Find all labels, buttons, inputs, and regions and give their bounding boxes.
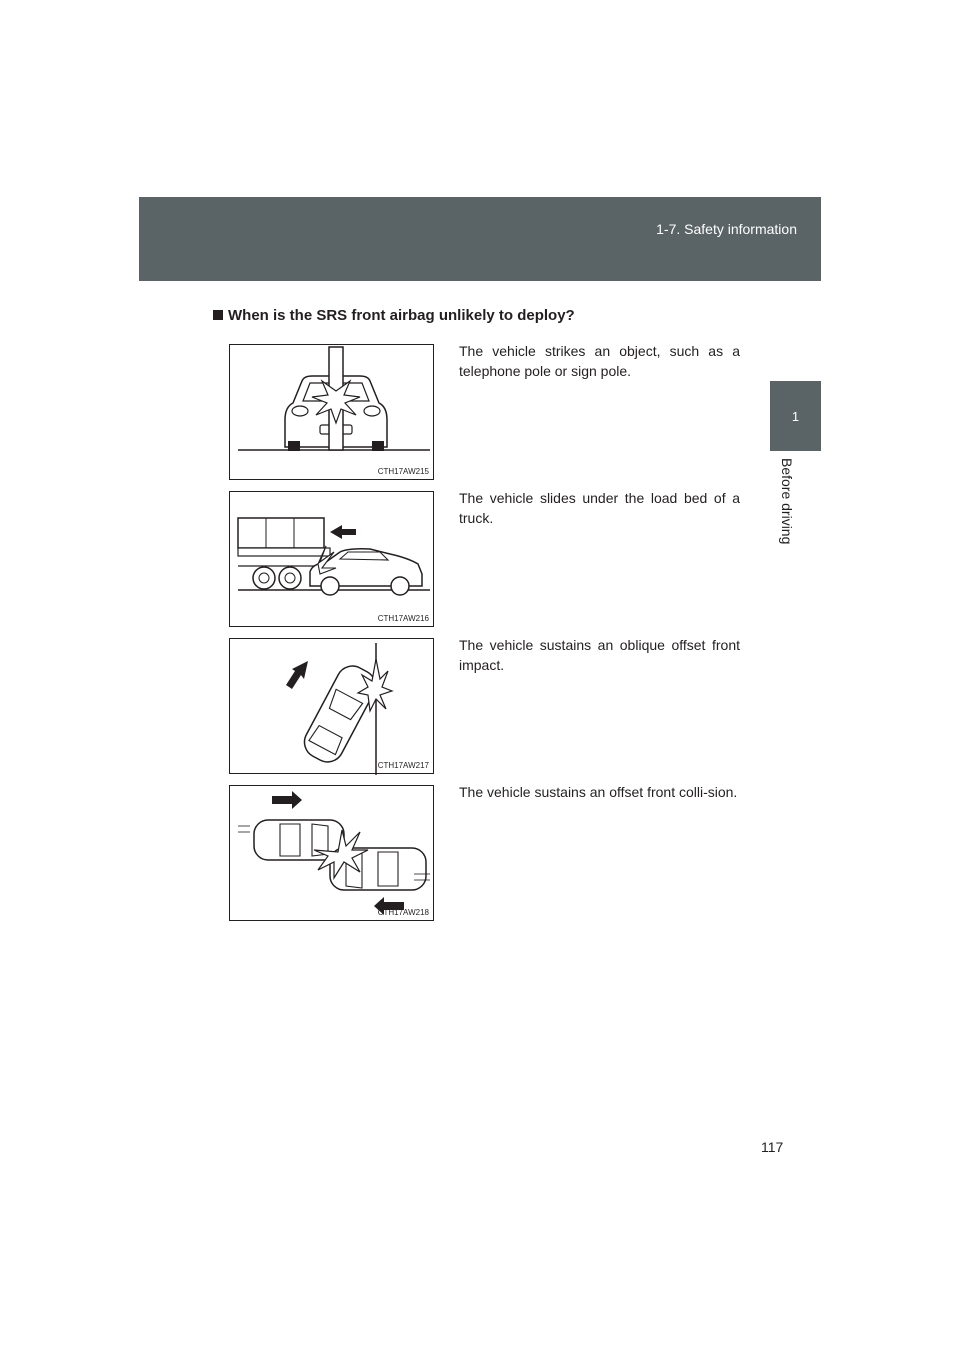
- truck-underride-illustration: [230, 492, 435, 628]
- figure-caption: The vehicle strikes an object, such as a telephone pole or sign pole.: [459, 343, 740, 379]
- figure-caption: The vehicle sustains an oblique offset front impact.: [459, 637, 740, 673]
- chapter-number: 1: [791, 409, 800, 424]
- chapter-label: Before driving: [779, 458, 795, 545]
- figure-code: CTH17AW216: [377, 614, 429, 623]
- pole-impact-illustration: [230, 345, 435, 481]
- figure-offset-collision: [229, 785, 434, 921]
- page-number: 117: [761, 1139, 784, 1155]
- section-heading: [213, 307, 575, 324]
- figure-caption: The vehicle sustains an offset front colli-sion.: [459, 784, 738, 800]
- figure-pole-impact: [229, 344, 434, 480]
- oblique-impact-illustration: [230, 639, 435, 775]
- header-band: [139, 197, 821, 281]
- chapter-tab[interactable]: [770, 381, 821, 451]
- square-bullet-icon: [213, 310, 223, 320]
- figure-code: CTH17AW217: [377, 761, 429, 770]
- section-title: 1-7. Safety information: [656, 221, 797, 237]
- offset-collision-illustration: [230, 786, 435, 922]
- figure-code: CTH17AW215: [377, 467, 429, 476]
- figure-oblique-offset: [229, 638, 434, 774]
- figure-truck-underride: [229, 491, 434, 627]
- figure-caption: The vehicle slides under the load bed of a truck.: [459, 490, 740, 526]
- figure-code: CTH17AW218: [377, 908, 429, 917]
- heading-text: When is the SRS front airbag unlikely to deploy?: [228, 307, 575, 324]
